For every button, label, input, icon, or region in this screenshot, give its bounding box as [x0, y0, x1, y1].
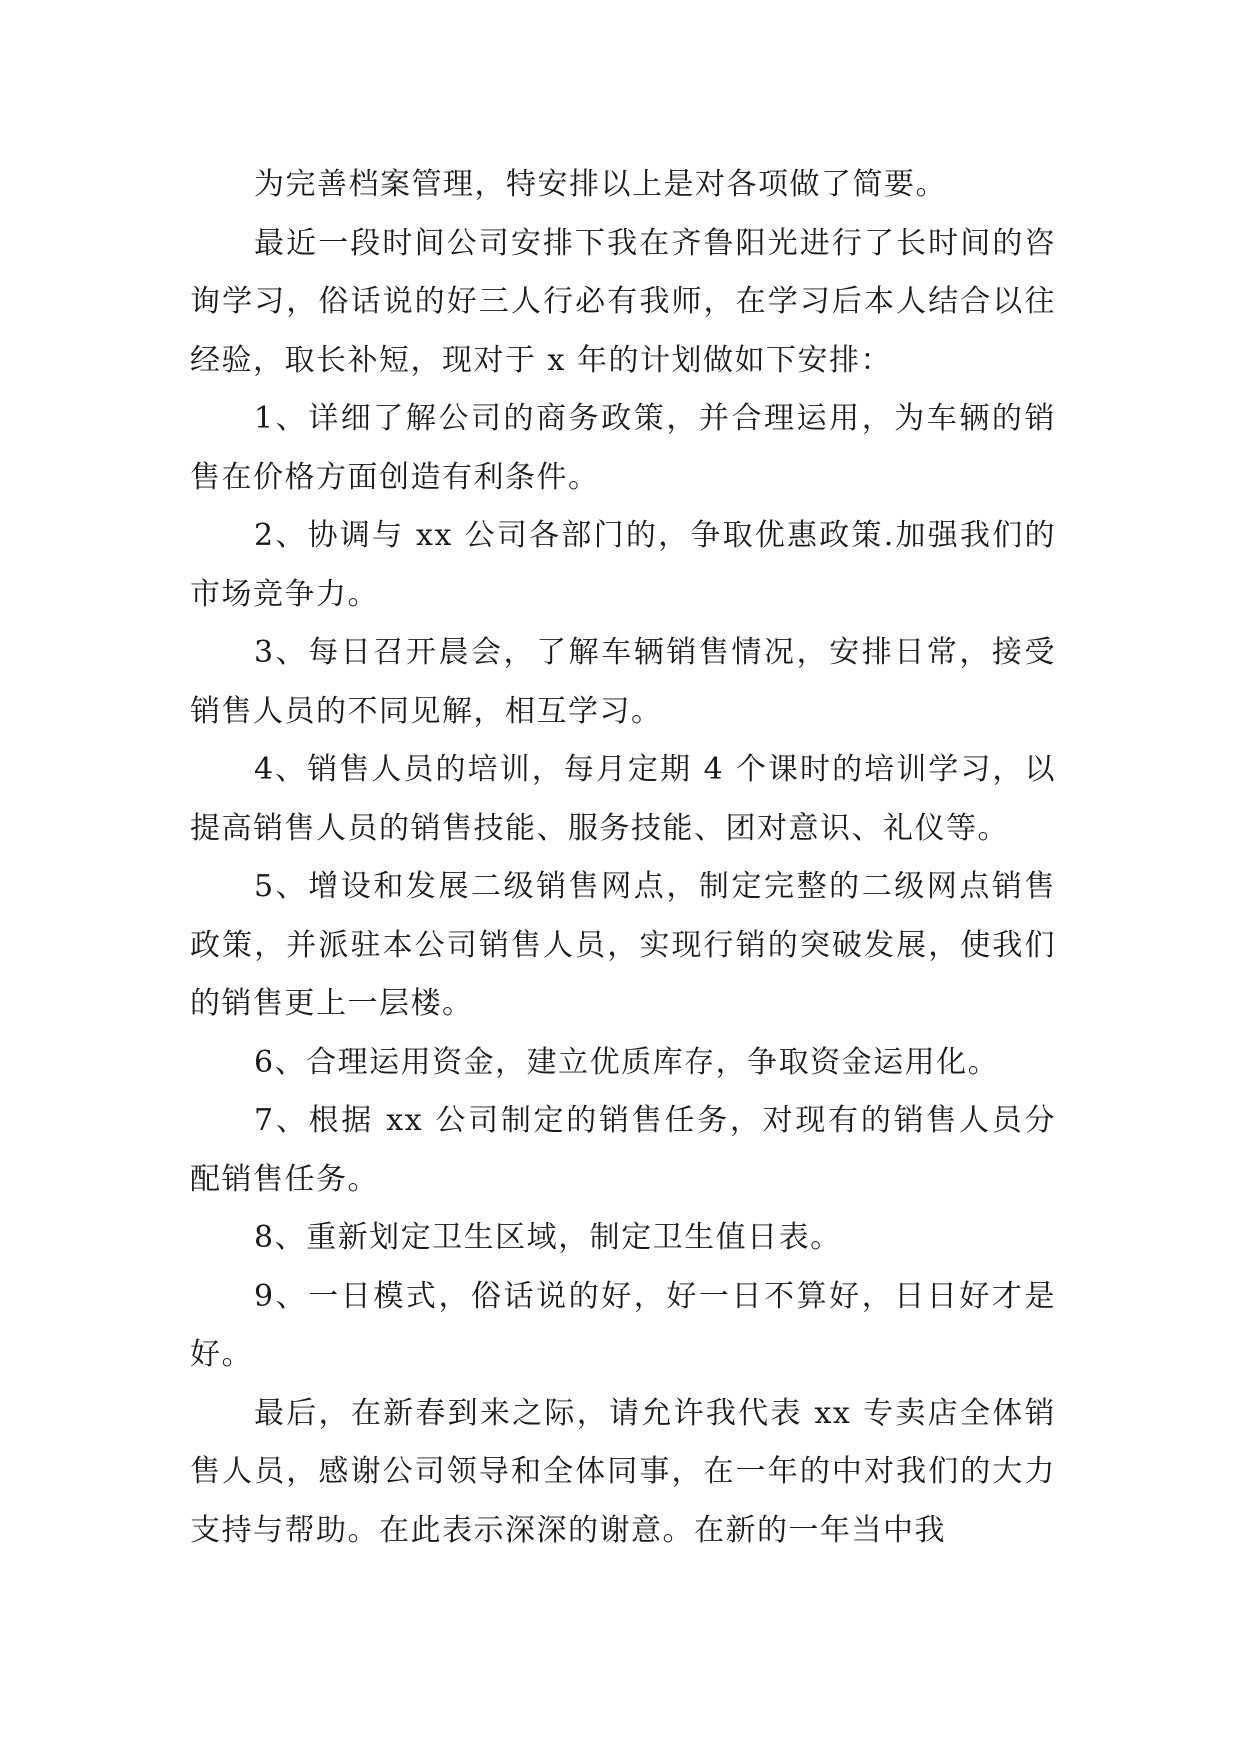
list-item-9: 9、一日模式，俗话说的好，好一日不算好，日日好才是好。	[190, 1278, 1056, 1372]
paragraph-closing-archive: 为完善档案管理，特安排以上是对各项做了简要。	[254, 167, 947, 202]
document-body	[190, 156, 1056, 1560]
list-item-6: 6、合理运用资金，建立优质库存，争取资金运用化。	[254, 1044, 1000, 1080]
list-item-1: 1、详细了解公司的商务政策，并合理运用，为车辆的销售在价格方面创造有利条件。	[190, 401, 1056, 495]
list-item-2: 2、协调与 xx 公司各部门的，争取优惠政策.加强我们的市场竞争力。	[190, 518, 1056, 612]
list-item-4: 4、销售人员的培训，每月定期 4 个课时的培训学习，以提高销售人员的销售技能、服务技能、团对意识、礼仪等。	[190, 752, 1056, 846]
list-item-3: 3、每日召开晨会，了解车辆销售情况，安排日常，接受销售人员的不同见解，相互学习。	[190, 635, 1056, 729]
paragraph-intro-plan: 最近一段时间公司安排下我在齐鲁阳光进行了长时间的咨询学习，俗话说的好三人行必有我师，在学习后本人结合以往经验，取长补短，现对于 x 年的计划做如下安排：	[190, 225, 1056, 378]
list-item-8: 8、重新划定卫生区域，制定卫生值日表。	[254, 1220, 842, 1255]
paragraph-closing-thanks: 最后，在新春到来之际，请允许我代表 xx 专卖店全体销售人员，感谢公司领导和全体同事，在一年的中对我们的大力支持与帮助。在此表示深深的谢意。在新的一年当中我	[190, 1395, 1056, 1548]
list-item-5: 5、增设和发展二级销售网点，制定完整的二级网点销售政策，并派驻本公司销售人员，实现行销的突破发展，使我们的销售更上一层楼。	[190, 869, 1056, 1021]
list-item-7: 7、根据 xx 公司制定的销售任务，对现有的销售人员分配销售任务。	[190, 1103, 1056, 1197]
